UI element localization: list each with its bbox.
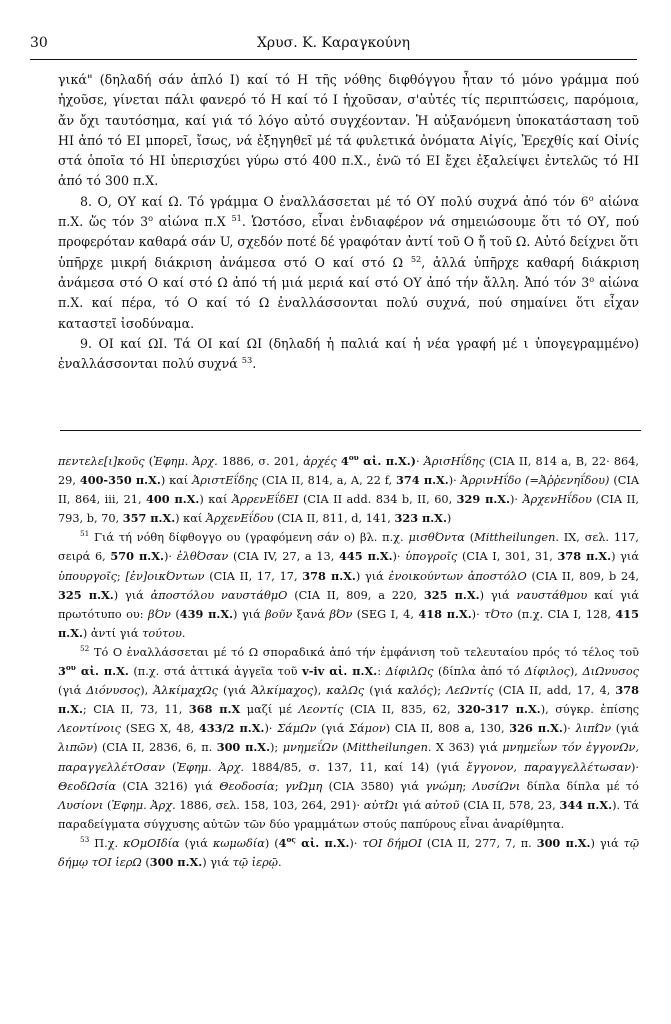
footnote-number: 51 (80, 529, 90, 539)
footnote-number: 53 (80, 835, 90, 845)
footnote-52: $^{52}$ Τό Ο ἐναλλάσσεται μέ τό Ω σποραδικά ἀπό τήν ἐμφάνιση τοῦ τελευταίου πρός τό τέλος τοῦ $3^{o\upsilon}$ αἰ. π.Χ. (π.χ. στά ἀττικά ἀγγεῖα τοῦ v-iv αἰ. π.Χ.: ΔίφιλΩς (δίπλα ἀπό τό Δίφιλος), ΔιΩνυσος (γιά Διόνυσος), ἈλκίμαχΩς (γιά Ἀλκίμαχος), καλΩς (γιά καλός); ΛεΩντίς (CIA II, add, 17, 4, 378 π.Χ.; CIA II, 73, 11, 368 π.Χ μαζί μέ Λεοντίς (CIA II, 835, 62, 320-317 π.Χ.), σύγκρ. ἐπίσης Λεοντίνοις (SEG X, 48, 433/2 π.Χ.)· ΣάμΩν (γιά Σάμον) CIA II, 808 a, 130, 326 π.Χ.)· λιπΏν (γιά λιπῶν) (CIA II, 2836, 6, π. 300 π.Χ.); μνημεΐΩν (Mittheilungen. X 363) γιά μνημεΐων τόν ἐγγονΩν, παραγγελλέτΟσαν (Ἐφημ. Ἀρχ. 1884/85, σ. 137, 11, καί 14) (γιά ἔγγονον, παραγγελλέτωσαν)· ΘεοδΩσία (CIA 3216) γιά Θεοδοσία; γνΏμη (CIA 3580) γιά γνώμη; ΛυσίΩνι δίπλα δίπλα μέ τό Λυσίονι (Ἐφημ. Ἀρχ. 1886, σελ. 158, 103, 264, 291)· αὐτΏι γιά αὐτοῦ (CIA II, 578, 23, 344 π.Χ.). Τά παραδείγματα σύγχυσης αὐτῶν τῶν δύο γραμμάτων στούς παπύρους εἶναι ἀναρίθμητα. (58, 644, 640, 831)
main-text (58, 70, 639, 374)
footnotes (58, 452, 639, 872)
footnote-continuation: πεντελε[ι]κοῦς (Ἐφημ. Ἀρχ. 1886, σ. 201, ἀρχές $4^{o\upsilon}$ αἰ. π.Χ.)· ἈρισΗΐδης (CIA II, 814 a, B, 22· 864, 29, 400-350 π.Χ.) καί ἈριστΕΐδης (CIA II, 814, a, A, 22 f, 374 π.Χ.)· ἈρρινΗΐδο (=Ἀῤῥενηΐδου) (CIA II, 864, iii, 21, 400 π.Χ.) καί ἈρρενΕΐδΕΙ (CIA II add. 834 b, II, 60, 329 π.Χ.)· ἈρχενΗΐδου (CIA II, 793, b, 70, 357 π.Χ.) καί ἈρχενΕΐδου (CIA II, 811, d, 141, 323 π.Χ.) (58, 453, 640, 526)
footnote-ref-51: 51 (231, 212, 242, 223)
paragraph-3: 9. ΟΙ καί ΩΙ. Τά ΟΙ καί ΩΙ (δηλαδή ἡ παλιά καί ἡ νέα γραφή μέ ι ὑπογεγραμμένο) ἐναλλάσσονται πολύ συχνά $^{53}$. (58, 335, 639, 372)
footnote-divider (60, 430, 641, 431)
running-header (30, 33, 637, 60)
footnote-number: 52 (80, 644, 90, 654)
footnote-53: $^{53}$ Π.χ. κΟμΟΙδία (γιά κωμωδία) ($4^{o\varsigma}$ αἰ. π.Χ.)· τΟΙ δήμΟΙ (CIA II, 277, 7, π. 300 π.Χ.) γιά τῷ δήμῳ τΟΙ ἱερΩ (300 π.Χ.) γιά τῷ ἱερῷ. (58, 835, 640, 869)
footnote-51: $^{51}$ Γιά τή νόθη δίφθογγο ου (γραφόμενη σάν ο) βλ. π.χ. μισθΌντα (Mittheilungen. IX, σελ. 117, σειρά 6, 570 π.Χ.)· ἐλθΌσαν (CIA IV, 27, a 13, 445 π.Χ.)· ὑπογροῖς (CIA I, 301, 31, 378 π.Χ.) γιά ὑπουργοῖς; [ἐν]οικΌντων (CIA II, 17, 17, 378 π.Χ.) γιά ἐνοικούντων ἀποστόλΟ (CIA II, 809, b 24, 325 π.Χ.) γιά ἀποστόλου ναυστάθμΟ (CIA II, 809, a 220, 325 π.Χ.) γιά ναυστάθμου καί γιά πρωτότυπο ου: βΌν (439 π.Χ.) γιά βοῦν ξανά βΌν (SEG I, 4, 418 π.Χ.)· τΌτο (π.χ. CIA I, 128, 415 π.Χ.) ἀντί γιά τούτου. (58, 529, 640, 640)
paragraph-1: γικά" (δηλαδή σάν ἁπλό Ι) καί τό Η τῆς νόθης διφθόγγου ἦταν τό μόνο γράμμα πού ἠχοῦσε, γίνεται πάλι φανερό τό Η καί τό Ι ἠχοῦσαν, σ'αὐτές τίς περιπτώσεις, παρόμοια, ἄν ὄχι ταυτόσημα, καί γιά τό λόγο αὐτό συγχέονταν. Ἡ αὐξανόμενη ὑποκατάσταση τοῦ ΗΙ ἀπό τό ΕΙ μπορεῖ, ἴσως, νά ἐξηγηθεῖ μέ τά φυλετικά ὀνόματα Αἰγίς, Ἐρεχθίς καί Οἰνίς στά ὁποῖα τό ΗΙ ὑπερισχύει γύρω στό 400 π.Χ., ἐνῶ τό ΕΙ ἔχει ἐξαλείψει ἐντελῶς τό ΗΙ ἀπό τό 300 π.Χ. (58, 72, 639, 189)
running-title: Χρυσ. Κ. Καραγκούνη (256, 35, 411, 51)
footnote-ref-52: 52 (410, 253, 422, 264)
paragraph-2: 8. Ο, ΟΥ καί Ω. Τό γράμμα Ο ἐναλλάσσεται μέ τό ΟΥ πολύ συχνά ἀπό τόν $6^o$ αἰώνα π.Χ. ὥς τόν $3^o$ αἰώνα π.Χ $^{51}$. Ὡστόσο, εἶναι ἐνδιαφέρον νά σημειώσουμε ὅτι τό ΟΥ, πού προφερόταν καθαρά σάν U, σχεδόν ποτέ δέ γραφόταν ἀντί τοῦ Ο ἤ τοῦ Ω. Αὐτό δείχνει ὅτι ὑπῆρχε μικρή διάκριση ἀνάμεσα στό Ο καί στό Ω $^{52}$, ἀλλά ὑπῆρχε καθαρή διάκριση ἀνάμεσα στό Ο καί στό Ω ἀπό τή μιά μεριά καί στό ΟΥ ἀπό τήν ἄλλη. Ἀπό τόν $3^o$ αἰώνα π.Χ. καί πέρα, τό Ο καί τό Ω ἐναλλάσσονται πολύ συχνά, πού σημαίνει ὅτι εἶχαν καταστεῖ ἰσοδύναμα. (58, 192, 639, 331)
footnote-ref-53: 53 (241, 354, 253, 365)
page-number: 30 (30, 35, 48, 51)
